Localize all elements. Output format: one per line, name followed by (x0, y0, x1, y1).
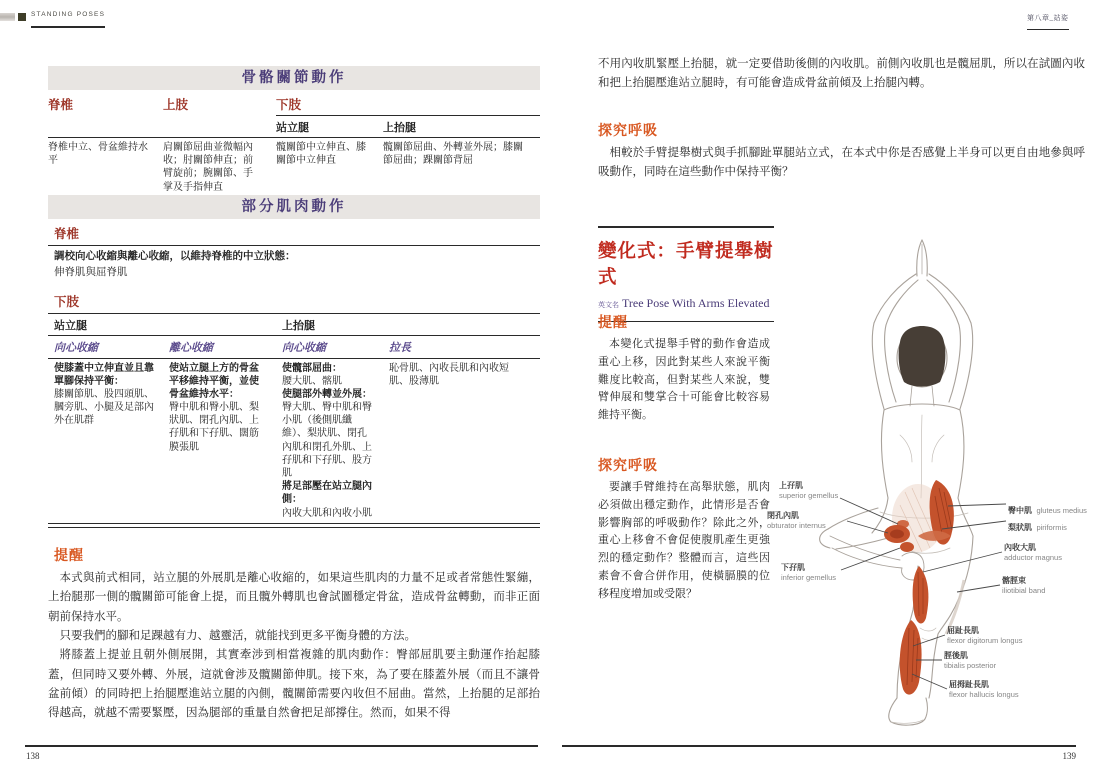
footer-rule-right (562, 745, 1076, 747)
page-number-left: 138 (26, 751, 40, 761)
section-header-spine: 脊椎 (54, 227, 80, 241)
label-en: flexor digitorum longus (947, 636, 1023, 645)
mode-eccentric: 離心收縮 (169, 341, 213, 354)
mode-concentric-2: 向心收縮 (282, 341, 326, 354)
page-number-right: 139 (1062, 751, 1076, 761)
breathing-text: 要讓手臂維持在高舉狀態，肌肉必須做出穩定動作，此情形是否會影響胸部的呼吸動作？除此之外，重心上移會不會促使腹肌產生更強烈的穩定動作？整體而言，這些因素會不會合併作用，使橫膈膜的位移程度增加或受限？ (598, 481, 770, 600)
label-obturator-internus (767, 511, 826, 530)
reminder-section-left (48, 545, 540, 724)
label-superior-gemellus (779, 481, 838, 500)
footer-rule-left (25, 745, 538, 747)
cell-lifted-concentric (282, 359, 389, 523)
cell-lead: 使站立腿上方的骨盆平移維持平衡，並使骨盆維持水平： (169, 362, 259, 400)
cell-body: 腰大肌、髂肌 (282, 375, 342, 387)
label-zh: 臀中肌 (1008, 506, 1032, 515)
cell-lifted-leg: 髖關節屈曲、外轉並外展；膝關節屈曲；踝關節背屈 (383, 142, 523, 167)
cell-lead: 使膝蓋中立伸直並且靠單腳保持平衡： (54, 362, 154, 387)
label-iliotibial-band (1002, 576, 1045, 595)
breathing-section-1 (598, 120, 1085, 183)
reminder-paragraph-1: 本式與前式相同，站立腿的外展肌是離心收縮的，如果這些肌肉的力量不足或者常態性緊繃，上抬腿那一側的髖關節可能會上提，而且髖外轉肌也會試圖穩定骨盆，造成骨盆轉動，而非正面朝前保持水平。 (48, 572, 540, 623)
english-name-label: 英文名 (598, 301, 619, 309)
cell-spine: 脊椎中立、骨盆維持水平 (48, 142, 148, 167)
reminder-heading: 提醒 (598, 316, 628, 331)
label-flexor-digitorum-longus (947, 626, 1022, 645)
variation-title-block (598, 226, 774, 322)
cell-body: 臀大肌、臀中肌和臀小肌（後側肌纖維）、梨狀肌、閉孔內肌和閉孔外肌、上孖肌和下孖肌、股方肌 (282, 402, 372, 479)
column-header-spine: 脊椎 (48, 98, 74, 112)
variation-title: 變化式：手臂提舉樹式 (598, 242, 774, 288)
cell-body: 內收大肌和內收小肌 (282, 507, 372, 519)
breathing-heading: 探究呼吸 (598, 459, 658, 474)
cell-body: 恥骨肌、內收長肌和內收短肌、股薄肌 (389, 362, 509, 387)
reminder-paragraph-3: 將膝蓋上提並且朝外側展開，其實牽涉到相當複雜的肌肉動作：臀部屈肌要主動運作抬起膝蓋，但同時又要外轉、外展，這就會涉及髖關節伸肌。接下來，為了要在膝蓋外展（而且不讓骨盆前傾）的同時把上抬腿壓進站立腿的內側，髖關節需要內收但不屈曲。當然，上抬腿的足部抬得越高，就越不需要緊壓，因為腿部的重量自然會把足部撐住。然而，如果不得 (48, 649, 540, 720)
label-en: obturator internus (767, 521, 826, 530)
label-adductor-magnus (1004, 543, 1062, 562)
column-header-lower-limb: 下肢 (276, 98, 302, 112)
label-zh: 內收大肌 (1004, 543, 1036, 552)
page-edge-tab (0, 13, 15, 21)
reminder-text: 本變化式提舉手臂的動作會造成重心上移，因此對某些人來說平衡難度比較高，但對某些人來說，雙臂伸展和雙掌合十可能會比較容易維持平衡。 (598, 338, 770, 422)
muscle-table-title: 部分肌肉動作 (48, 195, 540, 219)
breathing-heading: 探究呼吸 (598, 124, 658, 139)
cell-standing-concentric (54, 359, 169, 523)
cell-lifted-lengthen (389, 359, 540, 523)
label-en: iliotibial band (1002, 586, 1046, 595)
label-zh: 髂脛束 (1002, 576, 1026, 585)
label-zh: 脛後肌 (944, 651, 968, 660)
running-head-right: 第八章_站姿 (1027, 13, 1069, 30)
label-zh: 屈拇趾長肌 (949, 680, 989, 689)
chapter-marker-square (18, 13, 26, 21)
english-name: Tree Pose With Arms Elevated (622, 296, 770, 310)
label-zh: 下孖肌 (781, 563, 805, 572)
label-inferior-gemellus (781, 563, 836, 582)
section-header-lower-limb: 下肢 (54, 294, 80, 309)
subcolumn-lifted-leg: 上抬腿 (383, 122, 416, 134)
intro-paragraph (598, 55, 1085, 94)
cell-lead: 將足部壓在站立腿內側： (282, 481, 372, 506)
spine-body: 伸脊肌與屈脊肌 (54, 266, 128, 278)
subcolumn-standing-leg: 站立腿 (276, 122, 309, 134)
joint-table-title: 骨骼關節動作 (48, 66, 540, 90)
muscle-actions-table (48, 195, 540, 528)
spine-muscles-text (48, 246, 540, 287)
label-piriformis (1008, 516, 1067, 536)
mode-lengthen: 拉長 (389, 341, 411, 354)
joint-actions-table (48, 66, 540, 197)
label-en: tibialis posterior (944, 661, 997, 670)
cell-lead: 使髖部屈曲： (282, 362, 342, 374)
breathing-section-2 (598, 455, 770, 604)
hair (899, 326, 946, 387)
label-en: piriformis (1036, 523, 1067, 532)
cell-body: 臀中肌和臀小肌、梨狀肌、閉孔內肌、上孖肌和下孖肌、闊筋膜張肌 (169, 402, 259, 453)
label-en: superior gemellus (779, 491, 839, 500)
cell-upper-limb: 肩關節屈曲並微幅內收；肘關節伸直；前臂旋前；腕關節、手掌及手指伸直 (163, 142, 253, 193)
label-zh: 上孖肌 (779, 481, 803, 490)
spine-lead: 調校向心收縮與離心收縮，以維持脊椎的中立狀態： (54, 251, 296, 262)
reminder-heading: 提醒 (54, 549, 84, 564)
label-zh: 屈趾長肌 (947, 626, 979, 635)
cell-standing-eccentric (169, 359, 282, 523)
reminder-section-right (598, 312, 770, 425)
reminder-paragraph-2: 只要我們的腳和足踝越有力、越靈活，就能找到更多平衡身體的方法。 (59, 629, 416, 642)
label-en: adductor magnus (1004, 553, 1062, 562)
label-en: flexor hallucis longus (949, 690, 1019, 699)
group-standing-leg: 站立腿 (54, 319, 87, 332)
label-tibialis-posterior (944, 651, 996, 670)
label-zh: 梨狀肌 (1008, 523, 1032, 532)
label-zh: 閉孔內肌 (767, 511, 799, 520)
cell-body: 膝關節肌、股四頭肌、膕旁肌、小腿及足部內外在肌群 (54, 388, 154, 427)
label-en: gluteus medius (1036, 506, 1087, 515)
table-end-rule (48, 523, 540, 528)
running-head-left: STANDING POSES (31, 11, 105, 28)
label-en: inferior gemellus (781, 573, 837, 582)
cell-lead: 使腿部外轉並外展： (282, 388, 372, 400)
cell-standing-leg: 髖關節中立伸直、膝關節中立伸直 (276, 142, 366, 167)
column-header-upper-limb: 上肢 (163, 98, 189, 112)
intro-text: 不用內收肌緊壓上抬腿，就一定要借助後側的內收肌。前側內收肌也是髖屈肌，所以在試圖內收和把上抬腿壓進站立腿時，有可能會造成骨盆前傾及上抬腿內轉。 (598, 58, 1085, 90)
label-flexor-hallucis-longus (949, 680, 1019, 699)
breathing-text: 相較於手臂提舉樹式與手抓腳趾單腿站立式，在本式中你是否感覺上半身可以更自由地參與呼吸動作，同時在這些動作中保持平衡？ (598, 147, 1085, 179)
group-lifted-leg: 上抬腿 (282, 319, 315, 332)
mode-concentric-1: 向心收縮 (54, 341, 98, 354)
